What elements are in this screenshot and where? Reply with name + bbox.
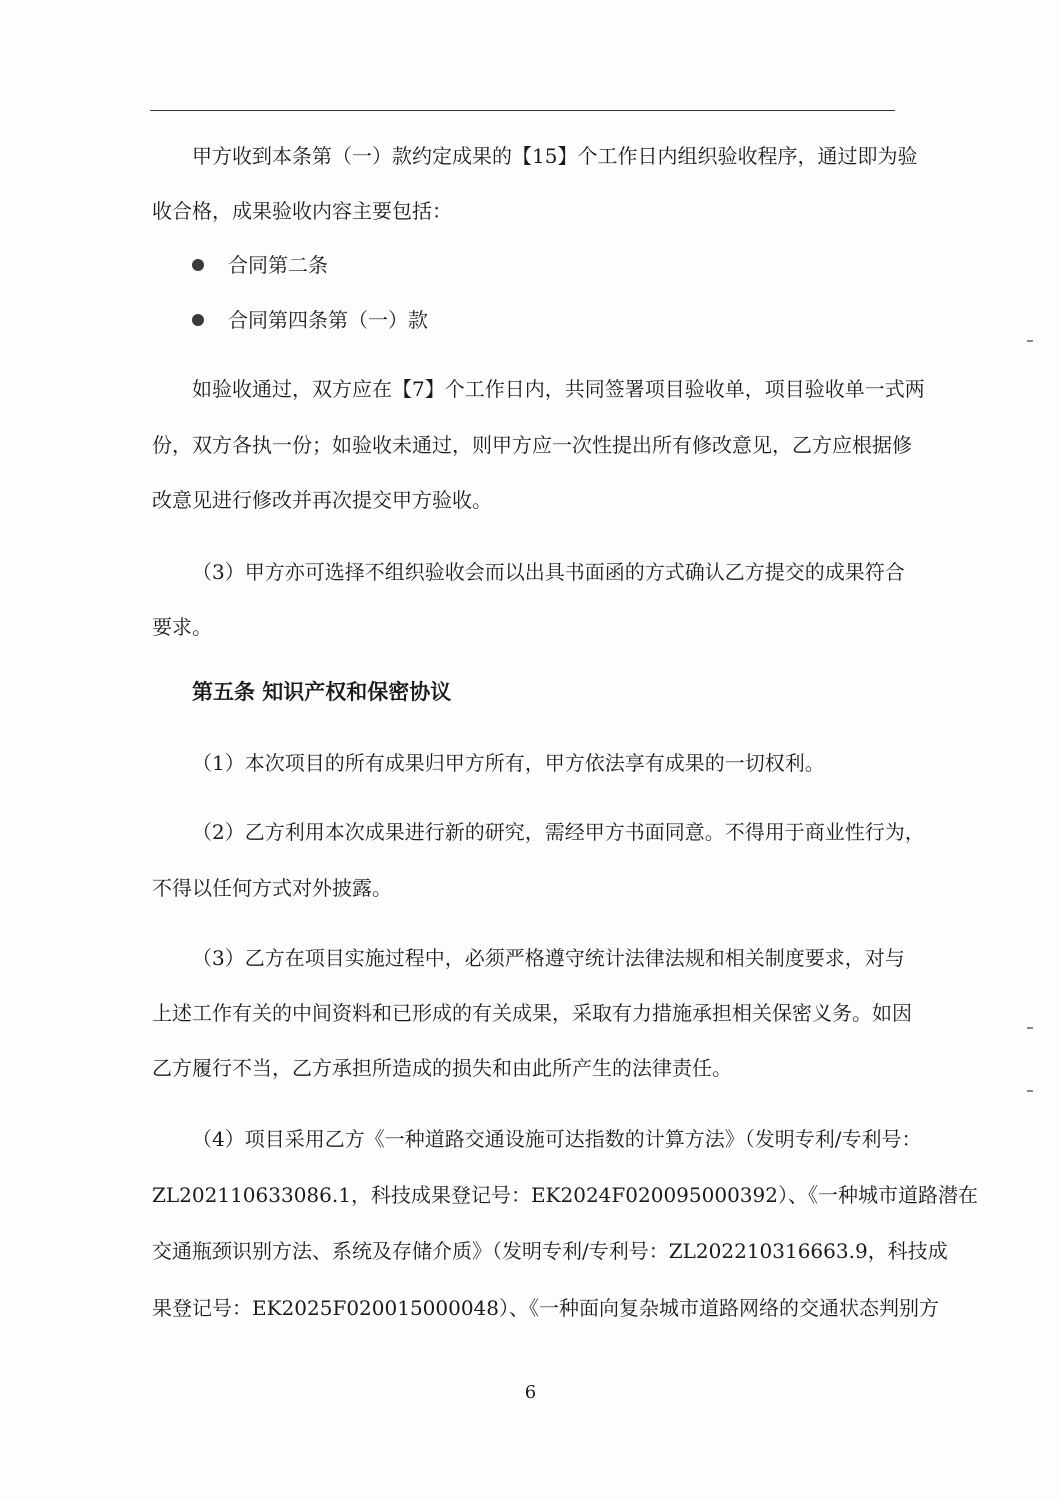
scan-margin-mark — [1027, 340, 1033, 342]
paragraph-line: 改意见进行修改并再次提交甲方验收。 — [152, 488, 492, 512]
paragraph-line: 交通瓶颈识别方法、系统及存储介质》（发明专利/专利号：ZL202210316663.9，科技成 — [152, 1239, 948, 1263]
bullet-item — [192, 305, 428, 335]
header-rule — [150, 110, 895, 111]
paragraph-line: 份，双方各执一份；如验收未通过，则甲方应一次性提出所有修改意见，乙方应根据修 — [152, 433, 912, 457]
paragraph-line: 收合格，成果验收内容主要包括： — [152, 199, 452, 223]
paragraph-line: ZL202110633086.1，科技成果登记号：EK2024F020095000392）、《一种城市道路潜在 — [152, 1183, 978, 1207]
paragraph-line: 上述工作有关的中间资料和已形成的有关成果，采取有力措施承担相关保密义务。如因 — [152, 1001, 912, 1025]
paragraph-line: 要求。 — [152, 615, 212, 639]
paragraph-line: 不得以任何方式对外披露。 — [152, 876, 392, 900]
bullet-dot-icon — [192, 314, 204, 326]
paragraph-line: 乙方履行不当，乙方承担所造成的损失和由此所产生的法律责任。 — [152, 1056, 732, 1080]
page-number: 6 — [524, 1382, 537, 1403]
paragraph-line: （3）甲方亦可选择不组织验收会而以出具书面函的方式确认乙方提交的成果符合 — [192, 560, 905, 584]
scan-margin-mark — [1027, 1090, 1033, 1092]
paragraph-line: 果登记号：EK2025F020015000048）、《一种面向复杂城市道路网络的交通状态判别方 — [152, 1296, 940, 1320]
paragraph-line: （3）乙方在项目实施过程中，必须严格遵守统计法律法规和相关制度要求，对与 — [192, 946, 905, 970]
bullet-text: 合同第四条第（一）款 — [228, 308, 428, 332]
paragraph-line: 甲方收到本条第（一）款约定成果的【15】个工作日内组织验收程序，通过即为验 — [192, 144, 918, 168]
scan-margin-mark — [1027, 1027, 1033, 1029]
bullet-dot-icon — [192, 259, 204, 271]
bullet-item — [192, 250, 328, 280]
paragraph-line: （2）乙方利用本次成果进行新的研究，需经甲方书面同意。不得用于商业性行为， — [192, 820, 925, 844]
paragraph-line: 如验收通过，双方应在【7】个工作日内，共同签署项目验收单，项目验收单一式两 — [192, 377, 925, 401]
bullet-text: 合同第二条 — [228, 253, 328, 277]
section-heading: 第五条 知识产权和保密协议 — [192, 680, 452, 704]
paragraph-line: （1）本次项目的所有成果归甲方所有，甲方依法享有成果的一切权利。 — [192, 751, 825, 775]
paragraph-line: （4）项目采用乙方《一种道路交通设施可达指数的计算方法》（发明专利/专利号： — [192, 1127, 922, 1151]
